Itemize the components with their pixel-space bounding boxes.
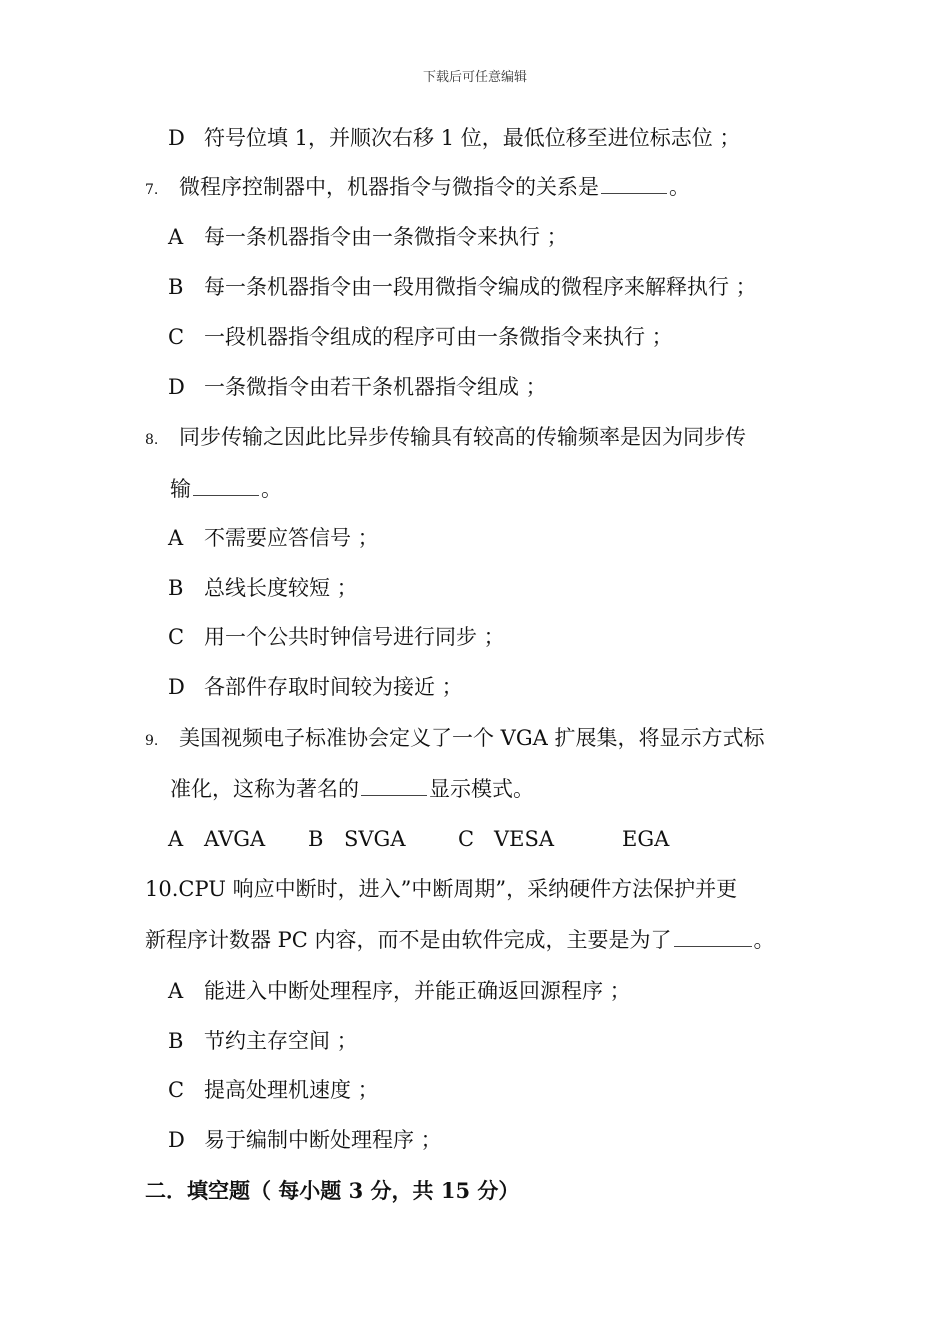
option-text: 每一条机器指令由一条微指令来执行 ； xyxy=(204,225,568,249)
q8-option-c xyxy=(168,622,505,652)
question-text: 新程序计数器 PC 内容，而不是由软件完成，主要是为了 xyxy=(145,928,672,952)
q10-stem-line1 xyxy=(145,874,737,904)
q10-option-b xyxy=(168,1026,358,1056)
option-letter: C xyxy=(168,325,185,349)
question-text: 美国视频电子标准协会定义了一个 VGA 扩展集，将显示方式标 xyxy=(179,726,765,750)
option-text: VESA xyxy=(494,827,555,851)
q10-stem-line2 xyxy=(145,925,775,955)
q9-option-b xyxy=(308,827,458,851)
option-text: AVGA xyxy=(204,827,266,851)
option-text: 总线长度较短 ； xyxy=(204,576,358,600)
option-letter: C xyxy=(168,1078,185,1102)
option-letter: B xyxy=(168,1029,184,1053)
q9-option-d xyxy=(622,827,669,851)
option-text: 提高处理机速度 ； xyxy=(204,1078,379,1102)
q6-option-d xyxy=(168,123,740,153)
q10-option-c xyxy=(168,1075,379,1105)
option-letter: A xyxy=(168,979,184,1003)
q8-option-a xyxy=(168,523,379,553)
question-text: 微程序控制器中，机器指令与微指令的关系是 xyxy=(179,175,599,199)
question-text: 输 xyxy=(170,477,191,501)
question-text: CPU 响应中断时，进入”中断周期”，采纳硬件方法保护并更 xyxy=(178,877,738,901)
question-text: 准化，这称为著名的 xyxy=(170,777,359,801)
q9-option-c xyxy=(458,827,622,851)
q8-stem-line1 xyxy=(145,422,746,455)
option-letter: D xyxy=(168,675,185,699)
option-letter: B xyxy=(168,275,184,299)
option-letter: B xyxy=(168,576,184,600)
q8-stem-line2 xyxy=(170,474,282,504)
option-text: 各部件存取时间较为接近 ； xyxy=(204,675,463,699)
option-letter: D xyxy=(168,1128,185,1152)
option-text: 易于编制中断处理程序 ； xyxy=(204,1128,442,1152)
page-header: 下载后可任意编辑 xyxy=(422,70,527,85)
option-text: 不需要应答信号 ； xyxy=(204,526,379,550)
q9-stem-line2 xyxy=(170,774,534,804)
option-text: 符号位填 1，并顺次右移 1 位，最低位移至进位标志位 ； xyxy=(204,126,741,150)
option-letter: B xyxy=(308,827,324,851)
q7-option-a xyxy=(168,222,568,252)
question-number: 8. xyxy=(145,432,159,448)
answer-blank xyxy=(193,477,259,496)
option-letter: A xyxy=(168,526,184,550)
option-letter: A xyxy=(168,225,184,249)
option-text: 每一条机器指令由一段用微指令编成的微程序来解释执行 ； xyxy=(204,275,757,299)
question-text: 同步传输之因此比异步传输具有较高的传输频率是因为同步传 xyxy=(179,425,746,449)
question-number: 10. xyxy=(145,877,179,901)
option-letter: D xyxy=(168,375,185,399)
q7-option-d xyxy=(168,372,547,402)
option-text: EGA xyxy=(622,827,670,851)
question-end: 显示模式。 xyxy=(429,777,534,801)
option-letter: C xyxy=(458,827,475,851)
q8-option-b xyxy=(168,573,358,603)
q9-options xyxy=(168,824,669,854)
q10-option-a xyxy=(168,976,631,1006)
q9-option-a xyxy=(168,827,308,851)
q10-option-d xyxy=(168,1125,442,1155)
answer-blank xyxy=(361,777,427,796)
question-end: 。 xyxy=(669,175,690,199)
option-text: 一段机器指令组成的程序可由一条微指令来执行 ； xyxy=(204,325,673,349)
option-text: 用一个公共时钟信号进行同步 ； xyxy=(204,625,505,649)
question-end: 。 xyxy=(753,928,775,952)
q9-stem-line1 xyxy=(145,723,764,756)
option-text: 能进入中断处理程序，并能正确返回源程序 ； xyxy=(204,979,631,1003)
option-text: 节约主存空间 ； xyxy=(204,1029,358,1053)
section-title: 二．填空题（ 每小题 3 分，共 15 分） xyxy=(145,1178,520,1203)
question-end: 。 xyxy=(261,477,282,501)
q8-option-d xyxy=(168,672,463,702)
q7-stem xyxy=(145,172,690,205)
answer-blank xyxy=(601,175,667,194)
question-number: 7. xyxy=(145,182,159,198)
q7-option-c xyxy=(168,322,673,352)
option-letter: C xyxy=(168,625,185,649)
q7-option-b xyxy=(168,272,757,302)
option-text: 一条微指令由若干条机器指令组成 ； xyxy=(204,375,547,399)
question-number: 9. xyxy=(145,733,159,749)
answer-blank xyxy=(674,928,752,947)
option-letter: A xyxy=(168,827,184,851)
option-letter: D xyxy=(168,126,185,150)
option-text: SVGA xyxy=(344,827,406,851)
